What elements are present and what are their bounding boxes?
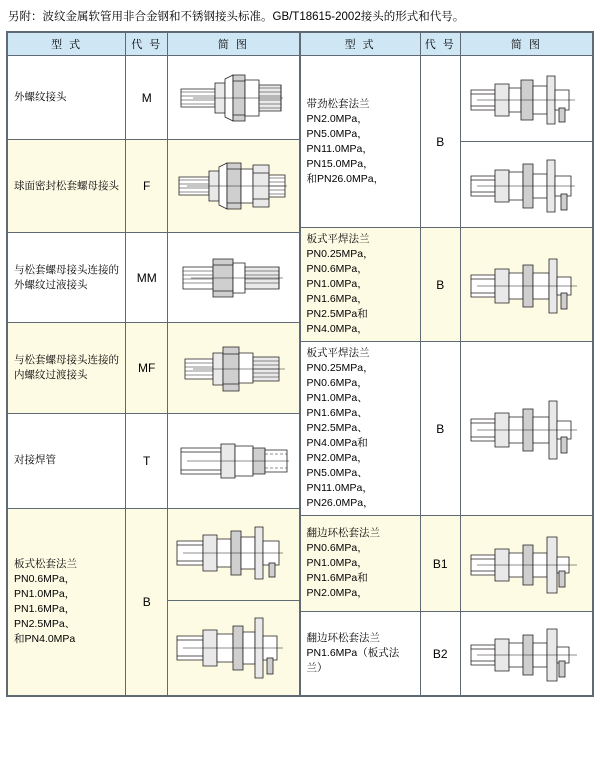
- row-type: 外螺纹接头: [8, 56, 126, 140]
- row-type: 球面密封松套螺母接头: [8, 140, 126, 233]
- lap-joint-flange-plate-icon: [465, 619, 587, 689]
- table-row: [300, 612, 593, 696]
- plate-flat-weld-flange-icon: [465, 247, 587, 323]
- row-type: 板式平焊法兰 PN0.25MPa，PN0.6MPa， PN1.0MPa、PN1.6MPa、 PN2.5MPa、PN4.0MPa和 PN2.0MPa，PN5.0MPa、 PN11.0MPa，PN26.0MPa，: [300, 342, 420, 516]
- row-code: B: [420, 228, 460, 342]
- row-type: 对接焊管: [8, 414, 126, 509]
- right-table-body: [300, 56, 593, 696]
- table-row: [8, 140, 300, 233]
- row-code: B: [126, 508, 168, 695]
- table-row: [300, 228, 593, 342]
- header-type: 型 式: [8, 33, 126, 56]
- row-figure: [168, 323, 299, 414]
- header-code: 代 号: [420, 33, 460, 56]
- table-row: [8, 508, 300, 601]
- male-thread-fitting-icon: [173, 67, 293, 129]
- row-code: F: [126, 140, 168, 233]
- row-code: B: [420, 342, 460, 516]
- male-thread-transition-fitting-icon: [173, 245, 293, 311]
- plate-flat-weld-flange-2-icon: [465, 387, 587, 471]
- header-figure: 简 图: [168, 33, 299, 56]
- header-row: [300, 33, 593, 56]
- ribbed-loose-flange-icon-2: [465, 150, 587, 220]
- table-row: [300, 342, 593, 516]
- row-code: B1: [420, 516, 460, 612]
- table-row: [8, 232, 300, 323]
- row-type: 与松套螺母接头连接的内螺纹过渡接头: [8, 323, 126, 414]
- row-figure: [460, 228, 592, 342]
- table-row: [300, 516, 593, 612]
- butt-weld-pipe-icon: [173, 430, 293, 492]
- row-type: 板式松套法兰 PN0.6MPa，PN1.0MPa， PN1.6MPa，PN2.5MPa、 和PN4.0MPa: [8, 508, 126, 695]
- page-title: 另附：波纹金属软管用非合金钢和不锈钢接头标准。GB/T18615-2002接头的形式和代号。: [8, 11, 465, 23]
- header-code: 代 号: [126, 33, 168, 56]
- lap-joint-flange-icon: [465, 525, 587, 603]
- row-figure: [168, 56, 299, 140]
- row-code: MF: [126, 323, 168, 414]
- row-code: MM: [126, 232, 168, 323]
- right-table-head: [300, 33, 593, 56]
- female-thread-transition-fitting-icon: [173, 335, 293, 401]
- row-figure: [460, 56, 592, 142]
- row-type: 与松套螺母接头连接的外螺纹过液接头: [8, 232, 126, 323]
- header-figure: 简 图: [460, 33, 592, 56]
- row-code: T: [126, 414, 168, 509]
- row-figure: [460, 142, 592, 228]
- left-table-body: [8, 56, 300, 696]
- left-table-head: [8, 33, 300, 56]
- ribbed-loose-flange-icon: [465, 64, 587, 134]
- row-figure: [168, 140, 299, 233]
- plate-loose-flange-icon-2: [173, 610, 293, 686]
- right-table: [300, 32, 594, 696]
- plate-loose-flange-icon: [173, 517, 293, 591]
- row-type: 翻边环松套法兰 PN0.6MPa，PN1.0MPa， PN1.6MPa和PN2.0MPa，: [300, 516, 420, 612]
- row-figure: [168, 601, 299, 696]
- row-type: 带劲松套法兰 PN2.0MPa，PN5.0MPa， PN11.0MPa，PN15.0MPa， 和PN26.0MPa，: [300, 56, 420, 228]
- row-code: B: [420, 56, 460, 228]
- row-figure: [168, 414, 299, 509]
- table-row: [300, 56, 593, 142]
- row-code: M: [126, 56, 168, 140]
- row-figure: [460, 516, 592, 612]
- header-row: [8, 33, 300, 56]
- row-code: B2: [420, 612, 460, 696]
- table-row: [8, 323, 300, 414]
- table-row: [8, 56, 300, 140]
- row-figure: [460, 342, 592, 516]
- row-figure: [460, 612, 592, 696]
- row-type: 翻边环松套法兰 PN1.6MPa（板式法兰）: [300, 612, 420, 696]
- header-type: 型 式: [300, 33, 420, 56]
- spherical-seal-union-nut-fitting-icon: [173, 151, 293, 221]
- row-figure: [168, 508, 299, 601]
- table-row: [8, 414, 300, 509]
- row-type: 板式平焊法兰 PN0.25MPa，PN0.6MPa， PN1.0MPa，PN1.6MPa， PN2.5MPa和PN4.0MPa，: [300, 228, 420, 342]
- left-table: [7, 32, 300, 696]
- row-figure: [168, 232, 299, 323]
- tables-container: [6, 31, 594, 697]
